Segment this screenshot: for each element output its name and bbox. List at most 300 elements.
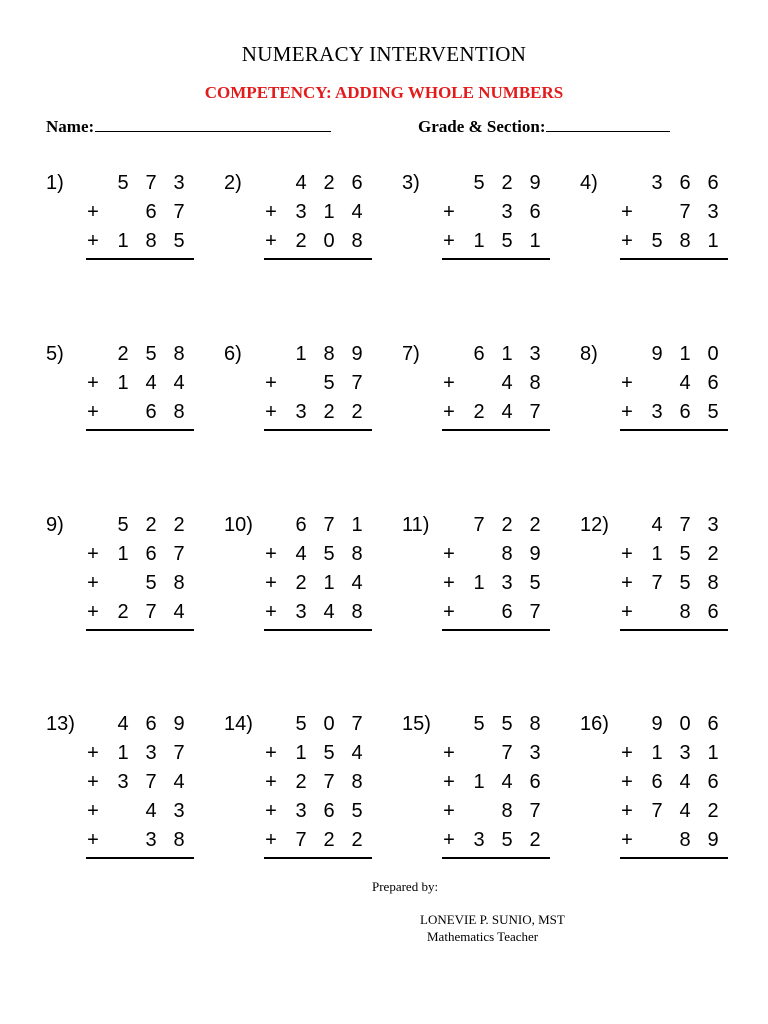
digit: 4 [351,572,363,594]
problem-10 [224,514,384,640]
digit: 1 [501,343,513,365]
sum-line [620,857,728,859]
addend-row [86,829,196,858]
plus-sign: + [621,401,633,423]
digit: 2 [295,230,307,252]
addend-row [620,713,730,742]
addend-row [442,829,552,858]
problem-15 [402,713,562,868]
grade-section-label: Grade & Section: [418,117,546,136]
digit: 7 [679,514,691,536]
digit: 4 [351,201,363,223]
plus-sign: + [443,201,455,223]
digit: 8 [173,829,185,851]
plus-sign: + [265,372,277,394]
digit: 2 [117,601,129,623]
digit: 8 [529,372,541,394]
plus-sign: + [621,800,633,822]
plus-sign: + [621,230,633,252]
problem-number: 1) [46,172,64,194]
digit: 0 [707,343,719,365]
addend-row [264,343,374,372]
problem-number: 9) [46,514,64,536]
plus-sign: + [443,829,455,851]
digit: 7 [651,800,663,822]
addend-row [442,601,552,630]
digit: 6 [295,514,307,536]
problem-16 [580,713,740,868]
digit: 3 [679,742,691,764]
addend-row [264,543,374,572]
plus-sign: + [87,372,99,394]
problem-9 [46,514,206,640]
digit: 6 [145,713,157,735]
digit: 1 [323,201,335,223]
addend-row [86,800,196,829]
plus-sign: + [443,742,455,764]
digit: 7 [529,800,541,822]
problem-number: 2) [224,172,242,194]
plus-sign: + [443,771,455,793]
digit: 8 [679,230,691,252]
sum-line [86,629,194,631]
digit: 5 [323,372,335,394]
plus-sign: + [443,601,455,623]
plus-sign: + [87,800,99,822]
digit: 6 [707,372,719,394]
addend-row [86,372,196,401]
problem-number: 6) [224,343,242,365]
digit: 3 [501,201,513,223]
digit: 4 [679,771,691,793]
digit: 9 [529,172,541,194]
digit: 2 [295,771,307,793]
digit: 8 [173,401,185,423]
addend-row [264,201,374,230]
digit: 2 [351,829,363,851]
addend-row [442,771,552,800]
plus-sign: + [265,829,277,851]
plus-sign: + [265,601,277,623]
plus-sign: + [443,401,455,423]
problem-number: 10) [224,514,253,536]
digit: 2 [173,514,185,536]
plus-sign: + [621,572,633,594]
addend-row [620,771,730,800]
digit: 3 [707,514,719,536]
digit: 2 [117,343,129,365]
addend-row [620,201,730,230]
problem-number: 5) [46,343,64,365]
plus-sign: + [265,230,277,252]
addend-row [620,829,730,858]
digit: 6 [707,601,719,623]
digit: 8 [529,713,541,735]
addend-row [620,372,730,401]
addend-row [620,572,730,601]
addend-row [442,343,552,372]
addend-row [620,800,730,829]
digit: 9 [707,829,719,851]
addend-row [442,800,552,829]
digit: 4 [501,372,513,394]
digit: 7 [173,742,185,764]
digit: 6 [679,172,691,194]
digit: 5 [501,829,513,851]
problem-12 [580,514,740,640]
digit: 7 [145,601,157,623]
digit: 3 [707,201,719,223]
digit: 2 [323,401,335,423]
digit: 5 [295,713,307,735]
page-title: NUMERACY INTERVENTION [241,42,527,66]
digit: 8 [679,601,691,623]
plus-sign: + [87,572,99,594]
digit: 3 [295,601,307,623]
plus-sign: + [621,372,633,394]
digit: 2 [707,543,719,565]
digit: 1 [117,543,129,565]
digit: 2 [323,829,335,851]
sum-line [620,629,728,631]
problem-8 [580,343,740,440]
problem-2 [224,172,384,269]
digit: 6 [145,543,157,565]
plus-sign: + [265,742,277,764]
digit: 6 [529,771,541,793]
digit: 1 [473,572,485,594]
digit: 6 [679,401,691,423]
plus-sign: + [443,800,455,822]
addend-row [264,800,374,829]
digit: 5 [473,713,485,735]
digit: 8 [679,829,691,851]
problem-5 [46,343,206,440]
digit: 4 [679,800,691,822]
digit: 4 [173,771,185,793]
addend-row [620,601,730,630]
problem-number: 4) [580,172,598,194]
sum-line [264,429,372,431]
plus-sign: + [87,201,99,223]
digit: 6 [707,172,719,194]
digit: 3 [295,800,307,822]
sum-line [442,857,550,859]
digit: 5 [173,230,185,252]
digit: 1 [707,230,719,252]
digit: 4 [679,372,691,394]
digit: 5 [117,514,129,536]
plus-sign: + [87,829,99,851]
addend-row [442,713,552,742]
problem-number: 14) [224,713,253,735]
sum-line [620,258,728,260]
digit: 2 [295,572,307,594]
grade-section-field [418,117,670,137]
plus-sign: + [87,543,99,565]
digit: 1 [473,771,485,793]
plus-sign: + [87,230,99,252]
addend-row [264,372,374,401]
digit: 2 [473,401,485,423]
digit: 4 [351,742,363,764]
digit: 7 [173,201,185,223]
grade-section-blank-line[interactable] [546,117,670,132]
digit: 5 [679,572,691,594]
addend-row [442,230,552,259]
digit: 1 [117,230,129,252]
digit: 1 [295,343,307,365]
digit: 2 [323,172,335,194]
plus-sign: + [87,601,99,623]
digit: 3 [117,771,129,793]
digit: 1 [707,742,719,764]
digit: 3 [295,201,307,223]
plus-sign: + [621,742,633,764]
addend-row [442,401,552,430]
addend-row [264,601,374,630]
digit: 5 [529,572,541,594]
addend-row [86,201,196,230]
addend-row [86,601,196,630]
problem-number: 8) [580,343,598,365]
digit: 2 [145,514,157,536]
plus-sign: + [87,401,99,423]
digit: 9 [651,713,663,735]
digit: 0 [323,230,335,252]
digit: 9 [529,543,541,565]
problem-1 [46,172,206,269]
plus-sign: + [265,201,277,223]
problem-number: 13) [46,713,75,735]
digit: 6 [323,800,335,822]
digit: 3 [295,401,307,423]
plus-sign: + [621,829,633,851]
digit: 6 [707,771,719,793]
digit: 3 [529,343,541,365]
digit: 3 [145,742,157,764]
digit: 4 [173,372,185,394]
digit: 9 [173,713,185,735]
sum-line [86,429,194,431]
sum-line [620,429,728,431]
prepared-by-label: Prepared by: [372,879,439,894]
digit: 9 [351,343,363,365]
plus-sign: + [621,543,633,565]
digit: 7 [173,543,185,565]
digit: 5 [145,343,157,365]
addend-row [264,742,374,771]
addend-row [620,230,730,259]
digit: 4 [501,401,513,423]
digit: 7 [351,713,363,735]
digit: 7 [323,771,335,793]
digit: 8 [173,343,185,365]
digit: 3 [473,829,485,851]
addend-row [86,543,196,572]
digit: 5 [473,172,485,194]
plus-sign: + [265,771,277,793]
problem-number: 11) [402,514,430,536]
addend-row [620,343,730,372]
digit: 7 [323,514,335,536]
digit: 2 [529,514,541,536]
digit: 5 [323,742,335,764]
plus-sign: + [87,742,99,764]
problem-6 [224,343,384,440]
digit: 1 [529,230,541,252]
addend-row [620,172,730,201]
teacher-role: Mathematics Teacher [427,929,539,944]
problem-3 [402,172,562,269]
addend-row [86,771,196,800]
digit: 6 [707,713,719,735]
digit: 1 [295,742,307,764]
name-blank-line[interactable] [95,117,331,132]
competency-heading: COMPETENCY: ADDING WHOLE NUMBERS [204,83,564,102]
digit: 4 [501,771,513,793]
digit: 8 [501,800,513,822]
digit: 6 [145,401,157,423]
digit: 4 [651,514,663,536]
addend-row [86,514,196,543]
digit: 5 [117,172,129,194]
digit: 1 [351,514,363,536]
digit: 7 [295,829,307,851]
digit: 6 [529,201,541,223]
digit: 0 [323,713,335,735]
plus-sign: + [443,372,455,394]
digit: 5 [501,713,513,735]
sum-line [442,629,550,631]
digit: 8 [351,771,363,793]
plus-sign: + [265,543,277,565]
digit: 0 [679,713,691,735]
addend-row [264,572,374,601]
digit: 7 [501,742,513,764]
addend-row [86,230,196,259]
digit: 7 [679,201,691,223]
digit: 7 [651,572,663,594]
digit: 2 [501,514,513,536]
addend-row [620,401,730,430]
sum-line [264,629,372,631]
plus-sign: + [621,771,633,793]
digit: 5 [323,543,335,565]
digit: 7 [529,601,541,623]
name-field [46,117,331,137]
digit: 5 [707,401,719,423]
digit: 2 [501,172,513,194]
digit: 5 [145,572,157,594]
addend-row [86,742,196,771]
digit: 8 [323,343,335,365]
problem-7 [402,343,562,440]
digit: 8 [351,230,363,252]
sum-line [264,857,372,859]
addend-row [620,543,730,572]
addend-row [442,372,552,401]
digit: 4 [117,713,129,735]
addend-row [442,543,552,572]
digit: 5 [679,543,691,565]
addend-row [86,713,196,742]
digit: 1 [323,572,335,594]
digit: 9 [651,343,663,365]
plus-sign: + [443,572,455,594]
digit: 1 [117,372,129,394]
digit: 4 [145,372,157,394]
digit: 1 [117,742,129,764]
addend-row [442,172,552,201]
addend-row [86,401,196,430]
digit: 3 [173,172,185,194]
plus-sign: + [265,800,277,822]
digit: 6 [501,601,513,623]
addend-row [620,742,730,771]
digit: 8 [707,572,719,594]
sum-line [442,429,550,431]
digit: 7 [145,172,157,194]
addend-row [442,514,552,543]
digit: 3 [651,172,663,194]
teacher-name: LONEVIE P. SUNIO, MST [420,912,565,927]
digit: 8 [145,230,157,252]
digit: 3 [173,800,185,822]
digit: 4 [145,800,157,822]
digit: 8 [173,572,185,594]
digit: 1 [651,742,663,764]
addend-row [264,230,374,259]
addend-row [442,572,552,601]
plus-sign: + [265,401,277,423]
addend-row [86,572,196,601]
digit: 2 [707,800,719,822]
name-label: Name: [46,117,95,136]
problem-number: 16) [580,713,609,735]
addend-row [442,742,552,771]
digit: 2 [351,401,363,423]
problem-13 [46,713,206,868]
plus-sign: + [621,601,633,623]
problem-number: 7) [402,343,420,365]
digit: 6 [651,771,663,793]
addend-row [442,201,552,230]
digit: 3 [651,401,663,423]
plus-sign: + [443,230,455,252]
digit: 6 [473,343,485,365]
addend-row [620,514,730,543]
digit: 3 [501,572,513,594]
digit: 5 [351,800,363,822]
digit: 4 [173,601,185,623]
addend-row [86,343,196,372]
digit: 4 [323,601,335,623]
plus-sign: + [265,572,277,594]
digit: 1 [473,230,485,252]
sum-line [86,857,194,859]
digit: 1 [651,543,663,565]
digit: 4 [295,543,307,565]
digit: 1 [679,343,691,365]
digit: 8 [351,543,363,565]
addend-row [264,401,374,430]
addend-row [264,829,374,858]
problem-number: 3) [402,172,420,194]
digit: 7 [473,514,485,536]
digit: 6 [145,201,157,223]
digit: 3 [529,742,541,764]
